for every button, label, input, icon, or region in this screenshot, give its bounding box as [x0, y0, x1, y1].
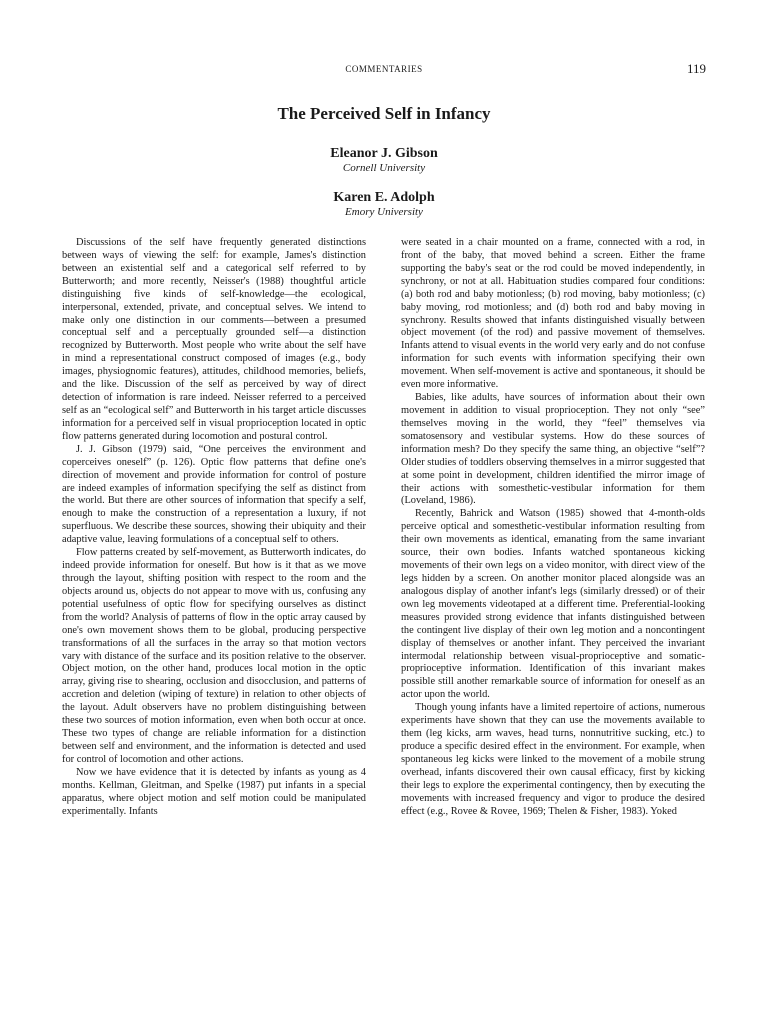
article-title: The Perceived Self in Infancy [277, 104, 491, 123]
author-block-1 [0, 146, 768, 174]
left-column [62, 237, 366, 818]
author-affiliation: Emory University [345, 206, 423, 218]
paragraph: Discussions of the self have frequently generated distinctions between ways of viewing the self: for example, James's distinction between an existential self and a categorical self referred to by Butterworth; and more recently, Neisser's (1988) thoughtful article distinguishing five kinds of self-knowledge—the ecological, interpersonal, extended, private, and conceptual selves. We intend to make only one distinction in our comments—between a presumed conceptual self and a perceptually grounded self—a distinction recognized by Butterworth. Most people who write about the self have in mind a representational construct composed of images (e.g., body images, physiognomic features), attitudes, childhood memories, beliefs, and the like. Discussion of the self as perceived by way of direct detection of information is rare indeed. Neisser referred to a perceived self as an “ecological self” and Butterworth in his target article discusses information for a perceived self in visual proprioception located in optic flow patterns generated during locomotion and postural control. [62, 237, 366, 442]
right-column [401, 237, 705, 818]
author-name: Eleanor J. Gibson [330, 146, 438, 161]
paragraph: Flow patterns created by self-movement, as Butterworth indicates, do indeed provide information for oneself. But how is it that as we move through the layout, shifting position with respect to the room and the objects around us, objects do not appear to move with us, confusing any potential usefulness of optic flow for specifying ourselves as distinct from the world? Analysis of patterns of flow in the optic array caused by one's own movement shows them to be global, producing perspective transformations of all the surfaces in the array so that motion vectors vary with distance of the surface and its position relative to the observer. Object motion, on the other hand, produces local motion in the optic array, giving rise to shearing, occlusion and disocclusion, and patterns of accretion and deletion (wiping of texture) in relation to other objects of the layout. Adult observers have no problem distinguishing between these two sources of motion information, even when both occur at once. These two types of change are reliable information for a distinction between self and environment, and the information is detected and used for control of locomotion and other actions. [62, 547, 366, 765]
author-name: Karen E. Adolph [333, 190, 435, 205]
page-number: 119 [686, 61, 706, 76]
paragraph: Babies, like adults, have sources of information about their own movement in addition to visual proprioception. They not only “see” themselves moving in the world, they “feel” themselves via somatosensory and vestibular systems. How do these sources of information mesh? Do they specify the same thing, an objective “self”? Older studies of toddlers observing themselves in a mirror suggested that at some point in development, children identified the mirror image of their actions with somesthetic-vestibular information for them (Loveland, 1986). [401, 392, 705, 507]
paragraph: Now we have evidence that it is detected by infants as young as 4 months. Kellman, Gleitman, and Spelke (1987) put infants in a special apparatus, where object motion and self motion could be manipulated experimentally. Infants [62, 766, 366, 817]
author-affiliation: Cornell University [342, 162, 426, 174]
paragraph: were seated in a chair mounted on a frame, connected with a rod, in front of the baby, that moved behind a screen. Either the frame supporting the baby's seat or the rod could be moved independently, in synchrony, or not at all. Habituation studies compared four conditions: (a) both rod and baby motionless; (b) rod moving, baby motionless; (c) baby moving, rod motionless; and (d) both rod and baby moving in synchrony. Results showed that infants distinguished visually between object movement (of the rod) and passive movement of themselves. Infants attend to visual events in the world very early and do not confuse information for such events with information specifying their own movement. When self-movement is active and spontaneous, it should be even more informative. [401, 237, 705, 391]
paragraph: Recently, Bahrick and Watson (1985) showed that 4-month-olds perceive optical and somesthetic-vestibular information resulting from their own movements as identical, emanating from the same invariant source, their own bodies. Infants watched spontaneous kicking movements of their own legs on a video monitor, with direct view of the legs hidden by a screen. On another monitor placed alongside was an analogous display of another infant's legs (similarly dressed) or of their own leg movements videotaped at a different time. Preferential-looking measures provided strong evidence that infants distinguished between the contingent live display of their own leg motion and a noncontingent display of themselves or another infant. They perceived the invariant intermodal relationship between visual-proprioceptive and somatic-proprioceptive information. Identification of this invariant makes possible still another remarkable source of information for oneself as an actor upon the world. [401, 508, 705, 701]
paragraph: J. J. Gibson (1979) said, “One perceives the environment and coperceives oneself” (p. 126). Optic flow patterns that define one's direction of movement and provide information for control of posture are indeed examples of information specifying the self as distinct from the world. But there are other sources of information that specify a self, enough to make the construction of a representation a luxury, if not superfluous. We describe these sources, showing their ubiquity and their adaptive value, leaving formulations of a conceptual self to others. [62, 443, 366, 546]
paragraph: Though young infants have a limited repertoire of actions, numerous experiments have shown that they can use the movements available to them (leg kicks, arm waves, head turns, nonnutritive sucking, etc.) to produce a specific desired effect in the environment. For example, when spontaneous leg kicks were linked to the movement of a mobile strung overhead, infants discovered their own causal efficacy, first by kicking their legs to explore the experimental contingency, then by executing the movements with increased frequency and vigor to produce the desired effect (e.g., Rovee & Rovee, 1969; Thelen & Fisher, 1983). Yoked [401, 702, 705, 817]
author-block-2 [0, 190, 768, 218]
running-head: COMMENTARIES [345, 64, 423, 74]
